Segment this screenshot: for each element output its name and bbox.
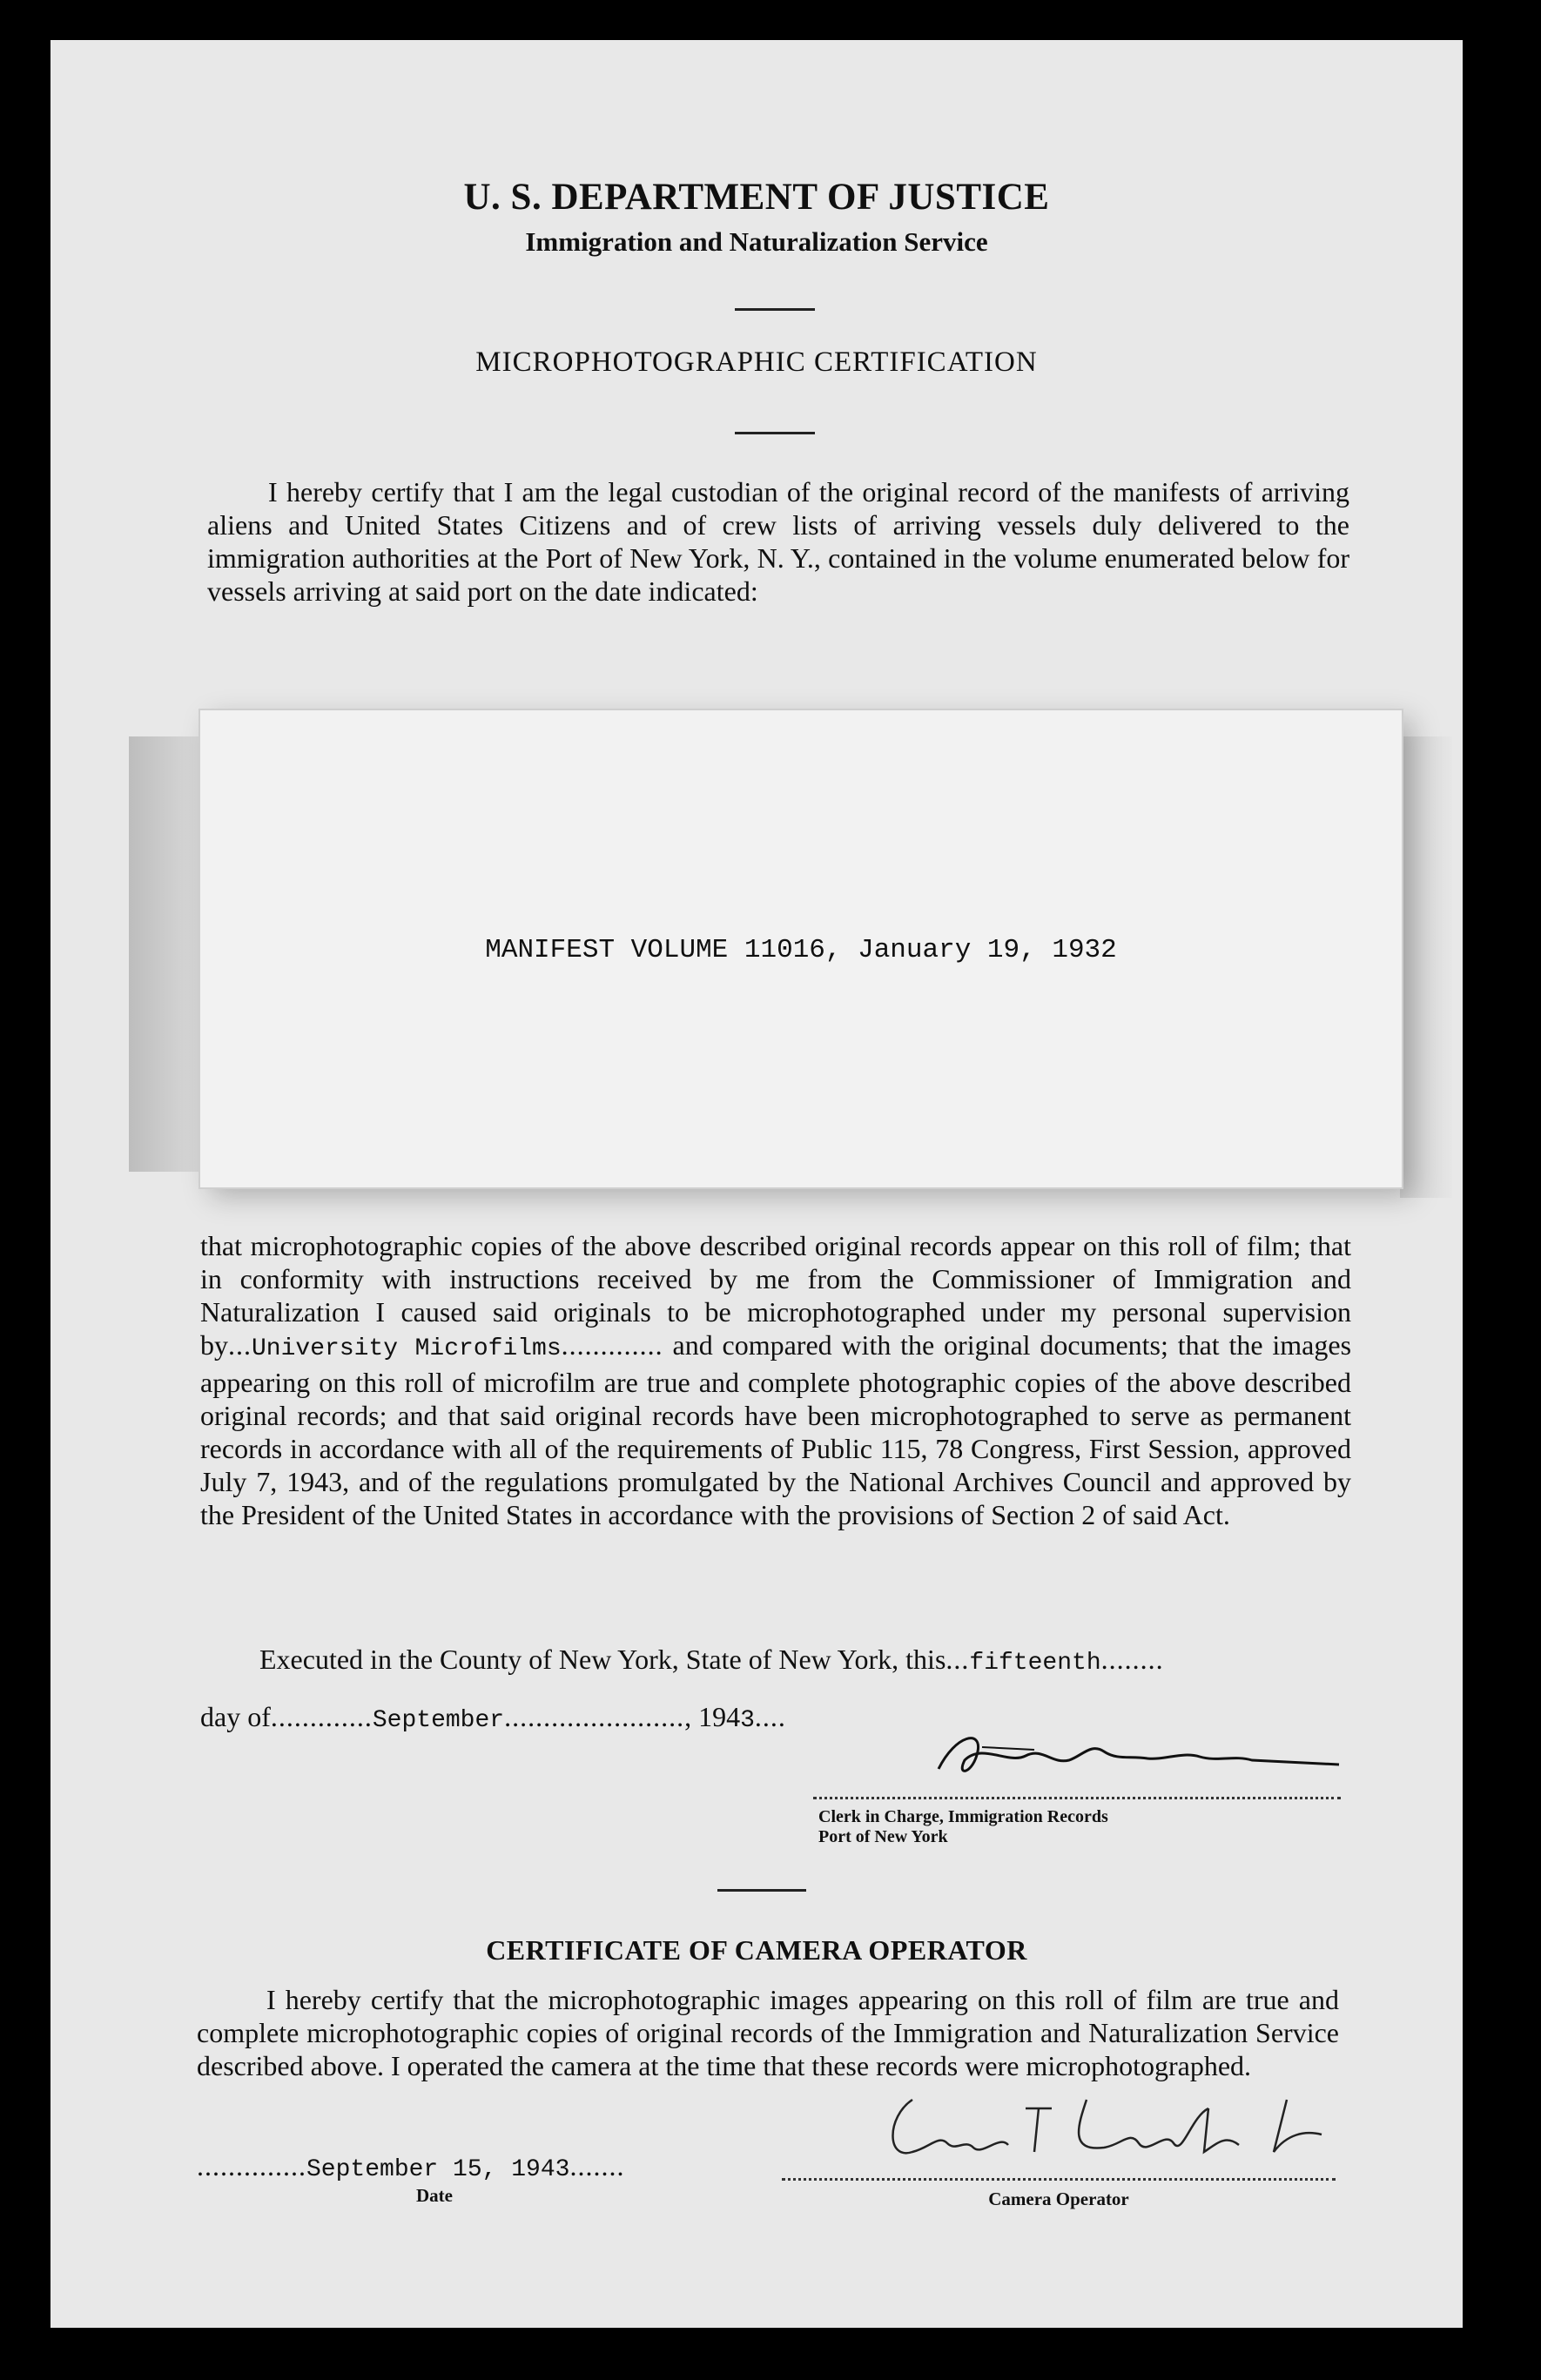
body-paragraph: that microphotographic copies of the above described original records appear on this roll of film; that in conformity with instructions received by me from the Commissioner of Immigration and Naturalization I caused said originals to be microphotographed under my personal supervision by...University Microfilms............. and compared with the original documents; that the images appearing on this roll of microfilm are true and complete photographic copies of the above described original records; and that said original records have been microphotographed to serve as permanent records in accordance with all of the requirements of Public 115, 78 Congress, First Session, approved July 7, 1943, and of the regulations promulgated by the National Archives Council and approved by the President of the United States in accordance with the provisions of Section 2 of said Act. [200, 1230, 1352, 1530]
date-line: day of.............September......................., 1943.... [200, 1701, 786, 1734]
department-title: U. S. DEPARTMENT OF JUSTICE [463, 177, 1050, 218]
divider-rule [735, 308, 815, 311]
camera-operator-paragraph: I hereby certify that the microphotographic images appearing on this roll of film are true and complete microphotographic copies of original records of the Immigration and Naturalization Service described above. I operated the camera at the time that these records were microphotographed. [197, 1984, 1339, 2081]
date-label: Date [416, 2185, 453, 2206]
divider-rule [717, 1889, 806, 1892]
body-text-part1: that microphotographic copies of the above described original records appear on this roll of film; that in conformity with instructions received by me from the Commissioner of Immigration and Naturalization I caused said originals to be microphotographed under my personal supervision by [200, 1230, 1351, 1361]
intro-paragraph: I hereby certify that I am the legal custodian of the original record of the manifests of arriving aliens and United States Citizens and of crew lists of arriving vessels duly delivered to the immigration authorities at the Port of New York, N. Y., contained in the volume enumerated below for vessels arriving at said port on the date indicated: [207, 476, 1349, 607]
divider-rule [735, 432, 815, 434]
execution-prefix: Executed in the County of New York, State of New York, this [259, 1644, 946, 1675]
certificate-page [50, 40, 1463, 2328]
clerk-title-line1: Clerk in Charge, Immigration Records [818, 1807, 1108, 1826]
year-prefix: , 194 [684, 1701, 741, 1732]
camera-operator-signature-line [782, 2178, 1336, 2181]
execution-day: fifteenth [969, 1650, 1101, 1677]
execution-line: Executed in the County of New York, State of New York, this...fifteenth........ [259, 1644, 1164, 1677]
clerk-signature [930, 1725, 1348, 1786]
clerk-signature-line [813, 1797, 1341, 1799]
certification-heading: MICROPHOTOGRAPHIC CERTIFICATION [475, 346, 1038, 378]
execution-month: September [372, 1707, 505, 1734]
body-text-part2: and compared with the original documents; that the images appearing on this roll of microfilm are true and complete photographic copies of the above described original records; and that said original records have been microphotographed to serve as permanent records in accordance with all of the requirements of Public 115, 78 Congress, First Session, approved July 7, 1943, and of the regulations promulgated by the National Archives Council and approved by the President of the United States in accordance with the provisions of Section 2 of said Act. [200, 1329, 1352, 1530]
year-suffix: 3 [740, 1707, 755, 1734]
camera-operator-heading: CERTIFICATE OF CAMERA OPERATOR [486, 1934, 1027, 1966]
camera-operator-signature [878, 2082, 1348, 2178]
camera-operator-label: Camera Operator [988, 2188, 1129, 2209]
manifest-slip [200, 710, 1402, 1187]
service-subtitle: Immigration and Naturalization Service [525, 226, 988, 257]
operator-date: September 15, 1943 [306, 2156, 570, 2183]
supervisor-name: University Microfilms [252, 1335, 562, 1362]
day-of-label: day of [200, 1701, 271, 1732]
slip-shadow [129, 736, 207, 1172]
operator-date-line: ..............September 15, 1943....... [197, 2150, 625, 2183]
clerk-title [818, 1807, 1108, 1847]
clerk-title-line2: Port of New York [818, 1827, 948, 1846]
manifest-volume-text: MANIFEST VOLUME 11016, January 19, 1932 [485, 935, 1117, 965]
slip-shadow [1400, 736, 1452, 1198]
